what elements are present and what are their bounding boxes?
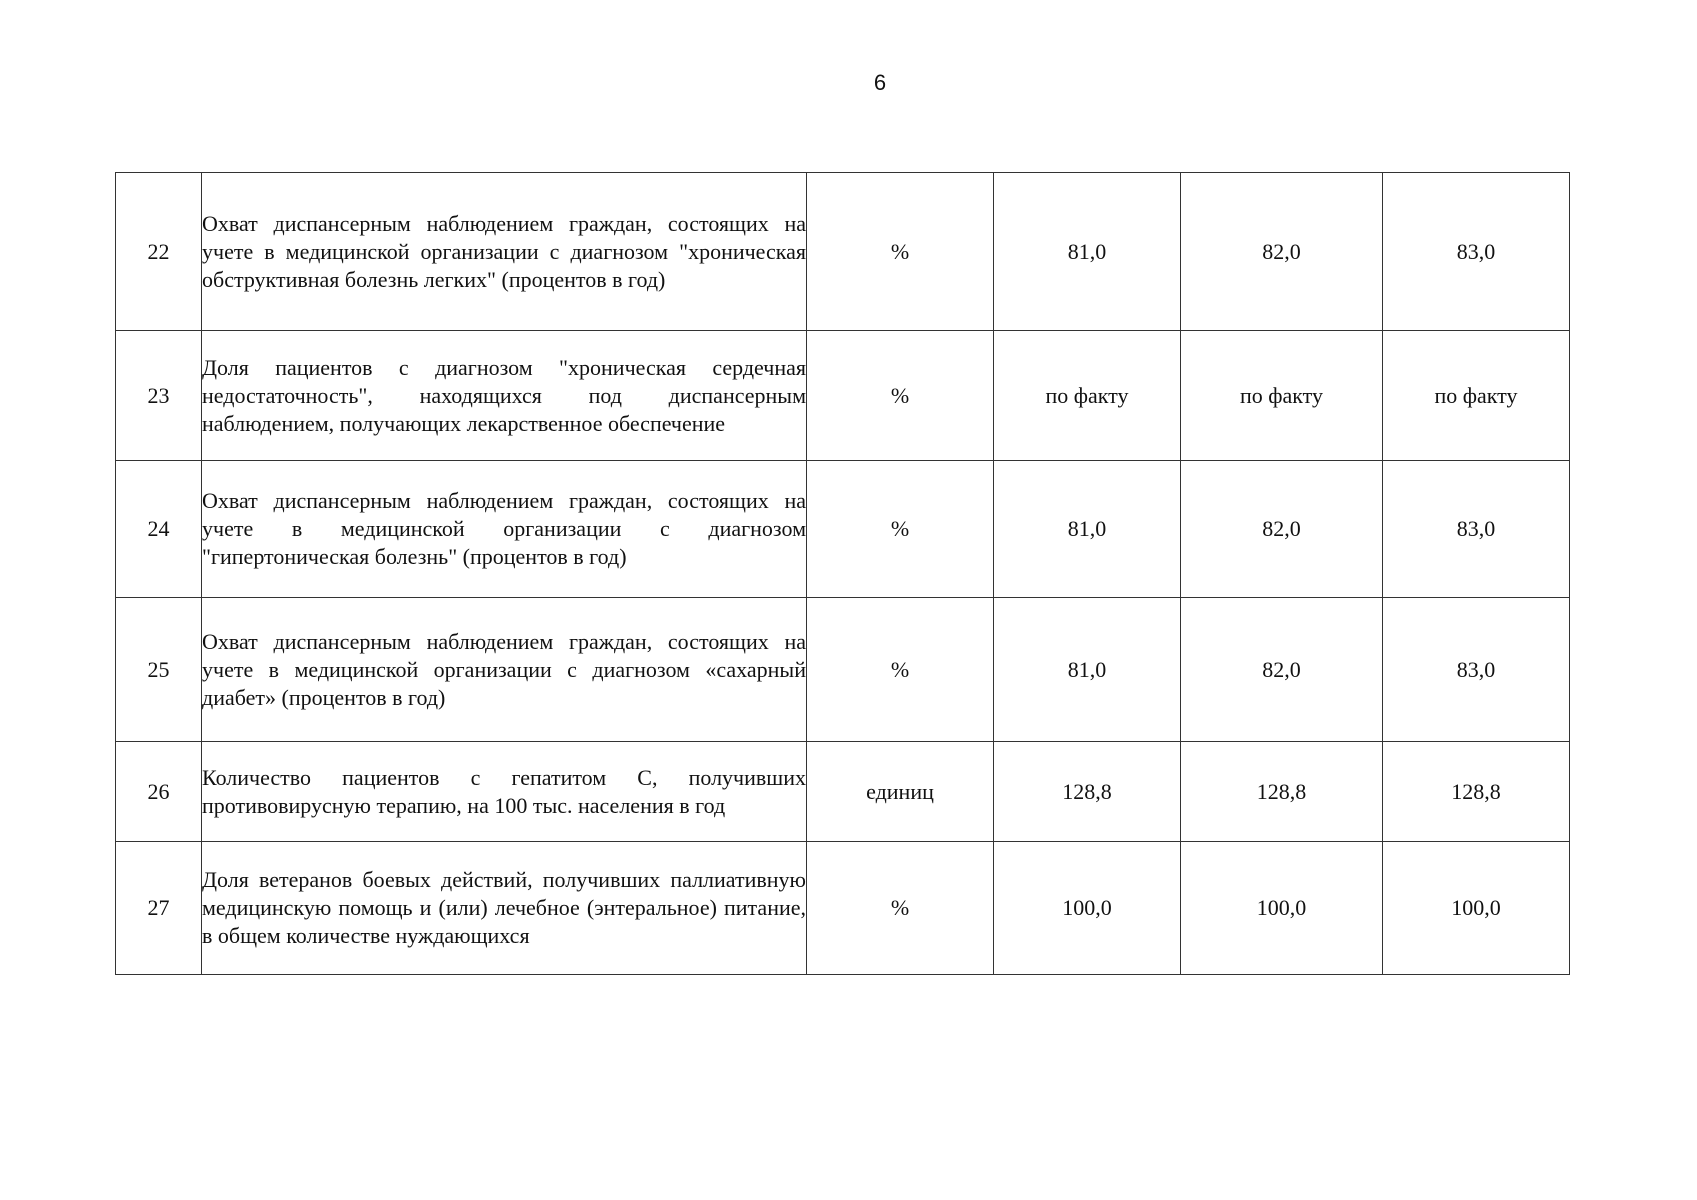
value-cell-2: 82,0	[1181, 461, 1383, 598]
value-cell-1: 81,0	[994, 461, 1181, 598]
table-row	[116, 598, 1570, 742]
unit-cell: %	[807, 331, 994, 461]
value-cell-2: по факту	[1181, 331, 1383, 461]
unit-cell: %	[807, 842, 994, 975]
value-cell-2: 82,0	[1181, 598, 1383, 742]
value-cell-1: 81,0	[994, 173, 1181, 331]
value-cell-3: 100,0	[1383, 842, 1570, 975]
value-cell-3: 128,8	[1383, 742, 1570, 842]
indicator-description: Охват диспансерным наблюдением граждан, состоящих на учете в медицинской организации с диагнозом «сахарный диабет» (процентов в год)	[202, 598, 807, 742]
row-number: 24	[116, 461, 202, 598]
indicator-description: Доля ветеранов боевых действий, получивших паллиативную медицинскую помощь и (или) лечебное (энтеральное) питание, в общем количестве нуждающихся	[202, 842, 807, 975]
indicator-description: Охват диспансерным наблюдением граждан, состоящих на учете в медицинской организации с диагнозом "гипертоническая болезнь" (процентов в год)	[202, 461, 807, 598]
value-cell-1: 128,8	[994, 742, 1181, 842]
indicator-description: Количество пациентов с гепатитом С, получивших противовирусную терапию, на 100 тыс. населения в год	[202, 742, 807, 842]
unit-cell: единиц	[807, 742, 994, 842]
value-cell-3: 83,0	[1383, 173, 1570, 331]
value-cell-2: 128,8	[1181, 742, 1383, 842]
unit-cell: %	[807, 461, 994, 598]
row-number: 27	[116, 842, 202, 975]
unit-cell: %	[807, 598, 994, 742]
value-cell-3: по факту	[1383, 331, 1570, 461]
value-cell-3: 83,0	[1383, 598, 1570, 742]
value-cell-3: 83,0	[1383, 461, 1570, 598]
value-cell-1: 81,0	[994, 598, 1181, 742]
table-row	[116, 742, 1570, 842]
value-cell-2: 82,0	[1181, 173, 1383, 331]
row-number: 26	[116, 742, 202, 842]
indicator-description: Охват диспансерным наблюдением граждан, состоящих на учете в медицинской организации с диагнозом "хроническая обструктивная болезнь легких" (процентов в год)	[202, 173, 807, 331]
value-cell-1: по факту	[994, 331, 1181, 461]
table-row	[116, 173, 1570, 331]
indicators-table	[115, 172, 1570, 975]
row-number: 22	[116, 173, 202, 331]
table-row	[116, 331, 1570, 461]
indicator-description: Доля пациентов с диагнозом "хроническая сердечная недостаточность", находящихся под диспансерным наблюдением, получающих лекарственное обеспечение	[202, 331, 807, 461]
table-row	[116, 461, 1570, 598]
unit-cell: %	[807, 173, 994, 331]
value-cell-1: 100,0	[994, 842, 1181, 975]
value-cell-2: 100,0	[1181, 842, 1383, 975]
row-number: 25	[116, 598, 202, 742]
page-number: 6	[873, 70, 887, 95]
row-number: 23	[116, 331, 202, 461]
table-row	[116, 842, 1570, 975]
